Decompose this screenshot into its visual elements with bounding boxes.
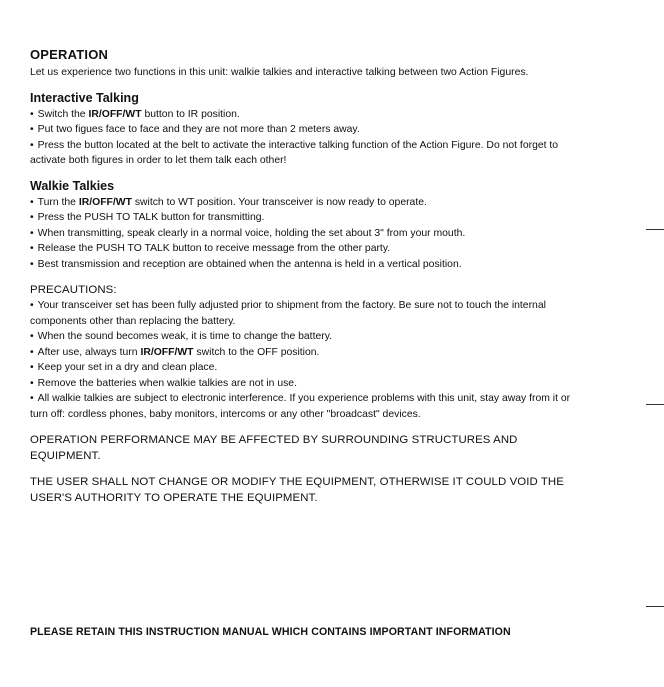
list-item: • Switch the IR/OFF/WT button to IR position. xyxy=(30,107,590,123)
modify-notice xyxy=(30,474,590,506)
precautions-section xyxy=(30,282,590,422)
list-item: • Keep your set in a dry and clean place. xyxy=(30,360,590,376)
list-item: • When the sound becomes weak, it is time to change the battery. xyxy=(30,329,590,345)
performance-notice xyxy=(30,432,590,464)
list-item: • Put two figues face to face and they are not more than 2 meters away. xyxy=(30,122,590,138)
margin-mark xyxy=(646,229,664,230)
precautions-list xyxy=(30,298,590,422)
operation-heading: OPERATION xyxy=(30,47,109,62)
walkie-heading: Walkie Talkies xyxy=(30,178,115,193)
retain-notice: PLEASE RETAIN THIS INSTRUCTION MANUAL WHICH CONTAINS IMPORTANT INFORMATION xyxy=(30,626,511,638)
list-item: • After use, always turn IR/OFF/WT switch to the OFF position. xyxy=(30,345,590,361)
list-item: • Remove the batteries when walkie talkies are not in use. xyxy=(30,376,590,392)
list-item: • Press the PUSH TO TALK button for transmitting. xyxy=(30,210,590,226)
manual-page xyxy=(30,47,590,516)
list-item: • When transmitting, speak clearly in a normal voice, holding the set about 3" from your mouth. xyxy=(30,226,590,242)
interactive-list xyxy=(30,107,590,169)
list-item: • Press the button located at the belt to activate the interactive talking function of the Action Figure. Do not forget to activate both figures in order to let them talk each other! xyxy=(30,138,590,169)
list-item: • Best transmission and reception are obtained when the antenna is held in a vertical position. xyxy=(30,257,590,273)
interactive-section xyxy=(30,91,590,169)
performance-text: OPERATION PERFORMANCE MAY BE AFFECTED BY SURROUNDING STRUCTURES AND EQUIPMENT. xyxy=(30,434,518,462)
list-item: • Turn the IR/OFF/WT switch to WT position. Your transceiver is now ready to operate. xyxy=(30,195,590,211)
list-item: • Your transceiver set has been fully adjusted prior to shipment from the factory. Be sure not to touch the internal components other than replacing the battery. xyxy=(30,298,590,329)
walkie-section xyxy=(30,179,590,273)
list-item: • All walkie talkies are subject to electronic interference. If you experience problems with this unit, stay away from it or turn off: cordless phones, baby monitors, intercoms or any other "broadcast" devices. xyxy=(30,391,590,422)
margin-mark xyxy=(646,404,664,405)
margin-mark xyxy=(646,606,664,607)
walkie-list xyxy=(30,195,590,273)
precautions-heading: PRECAUTIONS: xyxy=(30,284,117,296)
operation-section xyxy=(30,47,590,81)
operation-intro: Let us experience two functions in this unit: walkie talkies and interactive talking between two Action Figures. xyxy=(30,67,529,78)
modify-text: THE USER SHALL NOT CHANGE OR MODIFY THE EQUIPMENT, OTHERWISE IT COULD VOID THE USER'S AUTHORITY TO OPERATE THE EQUIPMENT. xyxy=(30,476,564,504)
list-item: • Release the PUSH TO TALK button to receive message from the other party. xyxy=(30,241,590,257)
interactive-heading: Interactive Talking xyxy=(30,90,139,105)
